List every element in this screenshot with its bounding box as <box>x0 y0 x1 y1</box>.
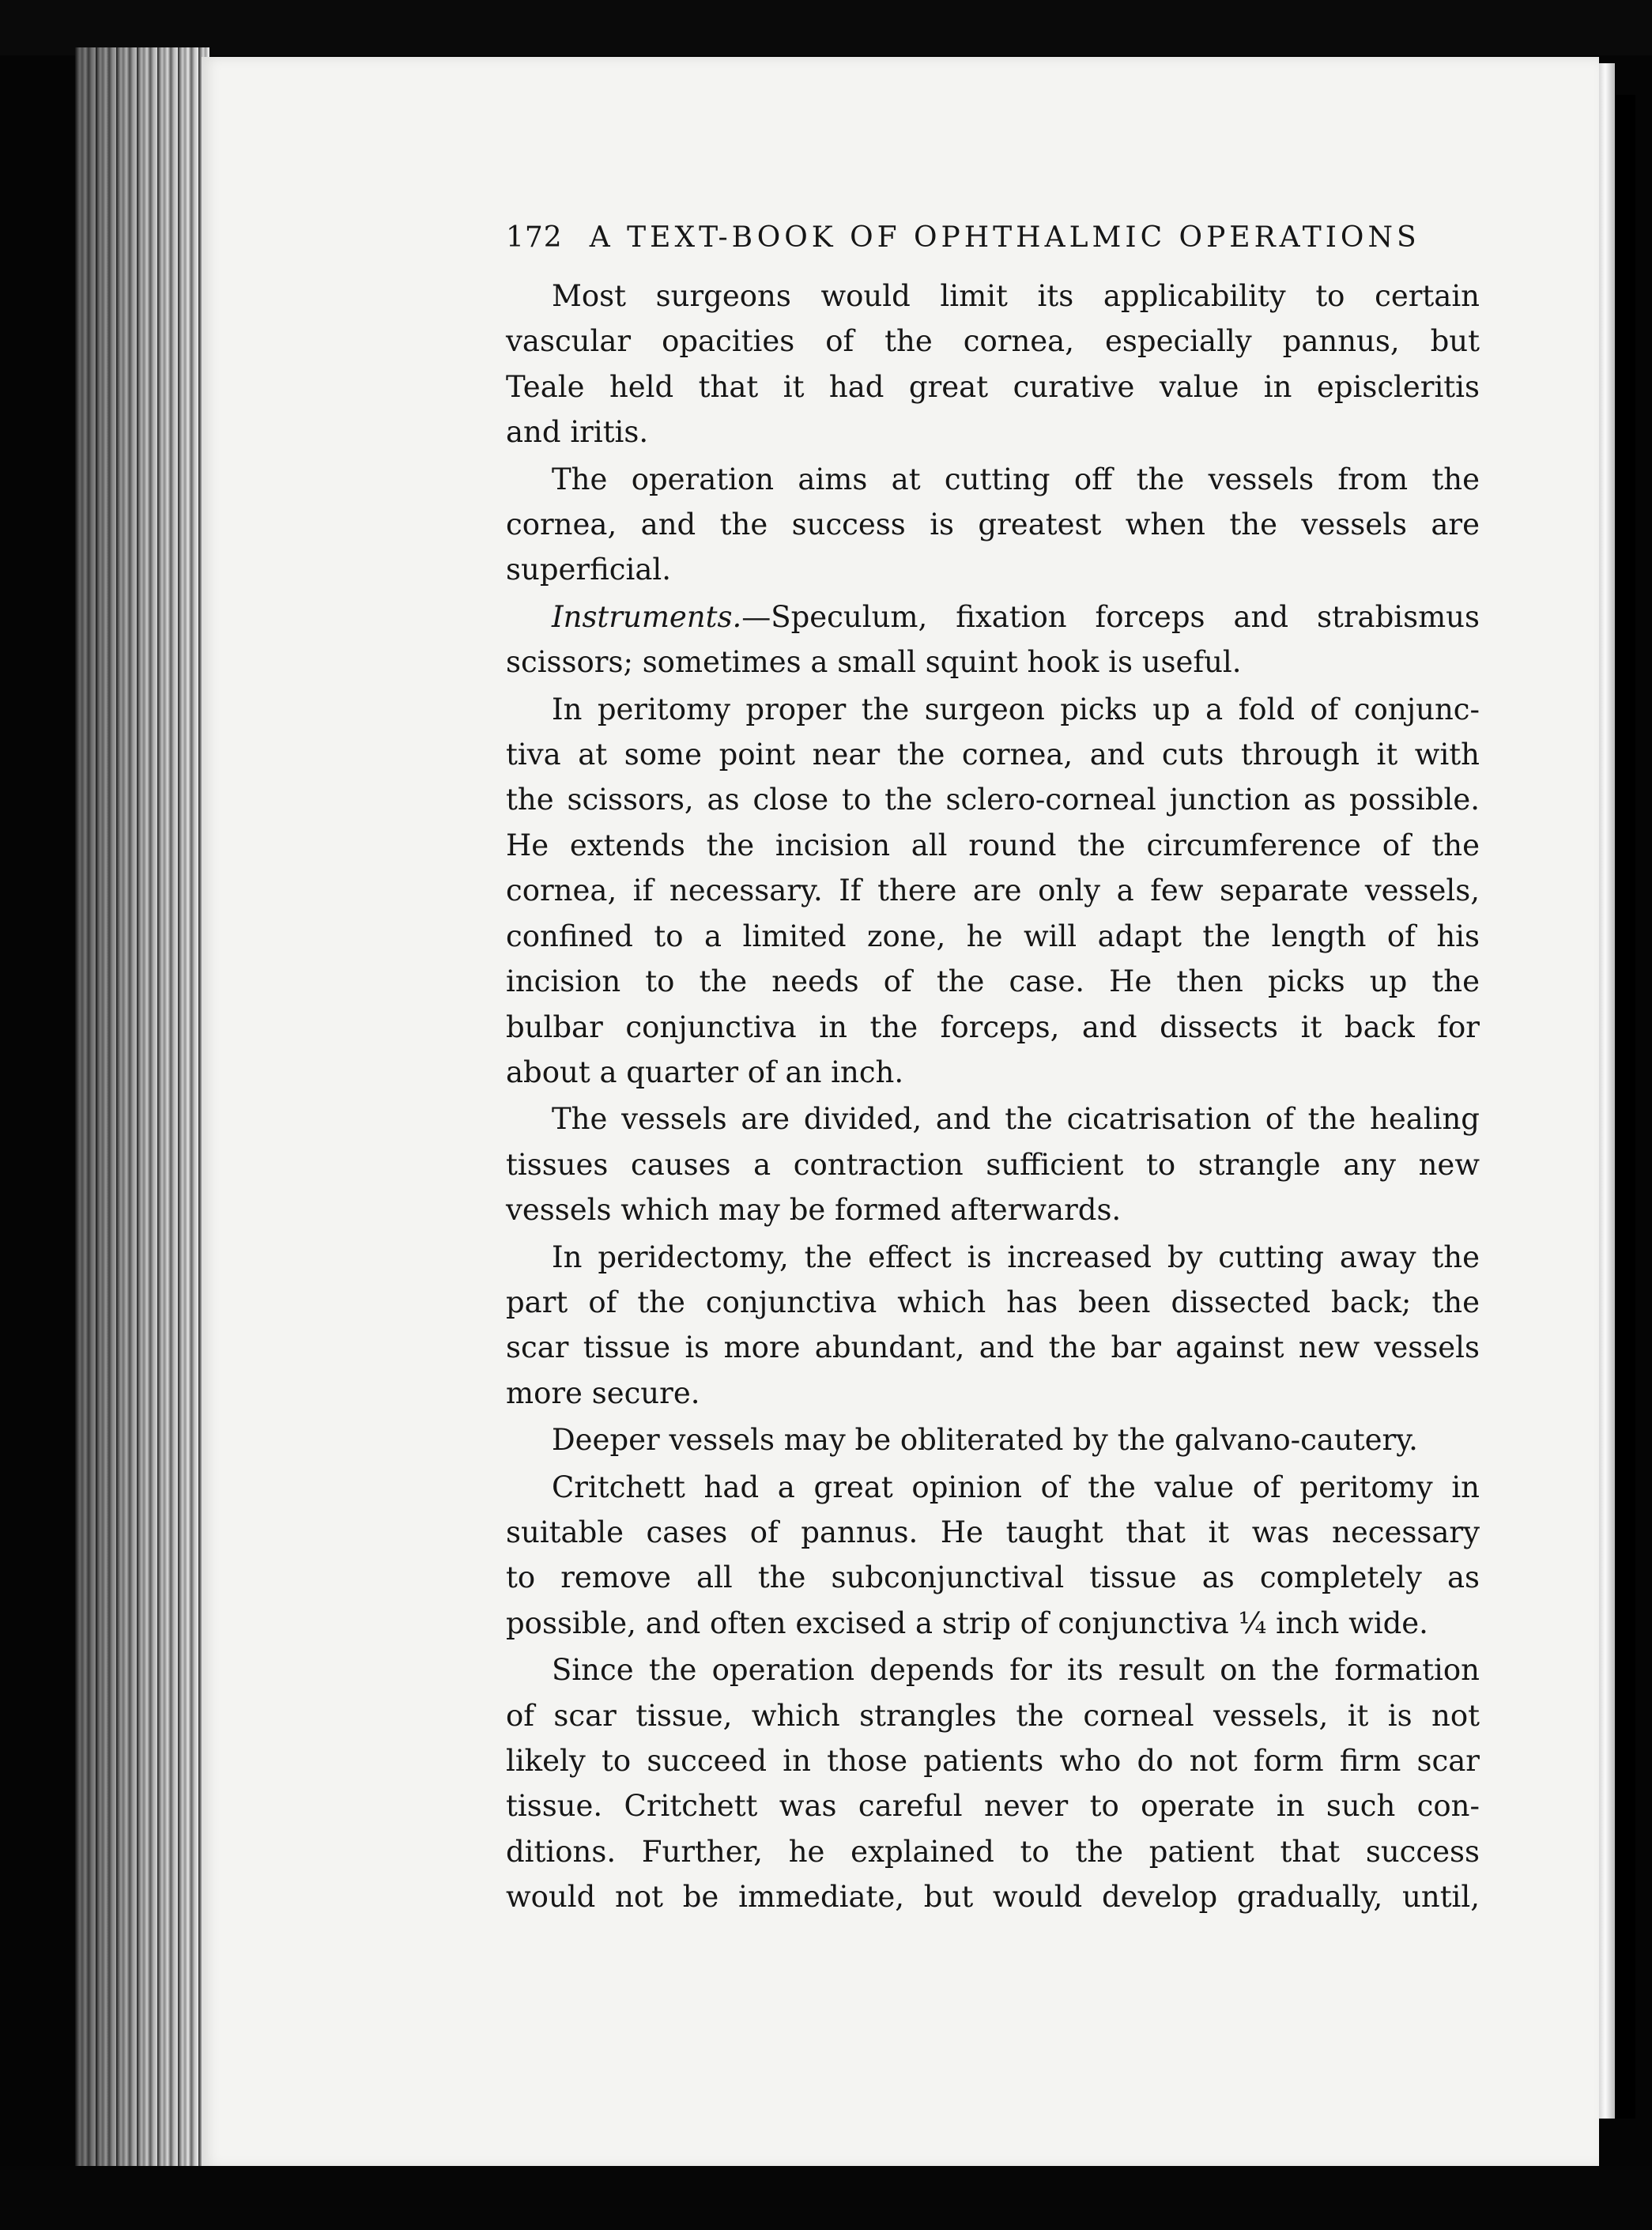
italic-lead: Instruments. <box>552 599 742 634</box>
scan-bottom-border <box>0 2166 1652 2230</box>
paragraph <box>506 457 1480 593</box>
text-line: Deeper vessels may be obliterated by the galvano-cautery. <box>552 1423 1418 1458</box>
text-line: The vessels are divided, and the cicatrisation of the healing <box>552 1102 1480 1137</box>
text-line: Instruments.—Speculum, fixation forceps and strabismus <box>552 599 1480 634</box>
text-line: suitable cases of pannus. He taught that it was necessary <box>506 1515 1480 1549</box>
scan-top-border <box>0 0 1652 55</box>
text-line: confined to a limited zone, he will adapt the length of his <box>506 919 1480 953</box>
paragraph <box>506 1417 1480 1462</box>
text-line: Since the operation depends for its result on the formation <box>552 1653 1480 1688</box>
text-line: tissue. Critchett was careful never to operate in such con- <box>506 1789 1480 1824</box>
page-text <box>506 221 1480 1922</box>
text-line: to remove all the subconjunctival tissue as completely as <box>506 1560 1480 1595</box>
running-title: A TEXT-BOOK OF OPHTHALMIC OPERATIONS <box>589 221 1420 254</box>
gutter-shadow <box>75 47 209 2182</box>
text-line: of scar tissue, which strangles the corneal vessels, it is not <box>506 1698 1480 1733</box>
text-line: Most surgeons would limit its applicability to certain <box>552 279 1480 313</box>
text-line: scar tissue is more abundant, and the bar against new vessels <box>506 1330 1480 1365</box>
paragraph <box>506 274 1480 455</box>
text-line: In peritomy proper the surgeon picks up a fold of conjunc- <box>552 692 1480 726</box>
text-line: and iritis. <box>506 415 649 450</box>
paragraph <box>506 687 1480 1096</box>
text-line: tiva at some point near the cornea, and cuts through it with <box>506 738 1480 772</box>
paragraph <box>506 1096 1480 1232</box>
text-line: the scissors, as close to the sclero-corneal junction as possible. <box>506 783 1480 817</box>
text-line: scissors; sometimes a small squint hook is useful. <box>506 645 1242 680</box>
text-line: likely to succeed in those patients who do not form firm scar <box>506 1744 1480 1778</box>
text-line: more secure. <box>506 1375 700 1410</box>
scan-right-border <box>1615 95 1635 2119</box>
paragraph <box>506 1465 1480 1647</box>
paragraph <box>506 1647 1480 1919</box>
text-line: incision to the needs of the case. He then picks up the <box>506 964 1480 999</box>
text-line: cornea, and the success is greatest when the vessels are <box>506 508 1480 542</box>
text-line: superficial. <box>506 553 671 587</box>
text-line: bulbar conjunctiva in the forceps, and dissects it back for <box>506 1009 1480 1044</box>
text-line: Critchett had a great opinion of the value of peritomy in <box>552 1470 1480 1504</box>
text-line: In peridectomy, the effect is increased by cutting away the <box>552 1240 1480 1274</box>
running-head <box>506 221 1480 266</box>
text-line: Teale held that it had great curative value in episcleritis <box>506 369 1480 404</box>
text-line: part of the conjunctiva which has been dissected back; the <box>506 1285 1480 1319</box>
paragraph <box>506 594 1480 685</box>
text-line: vascular opacities of the cornea, especially pannus, but <box>506 324 1480 359</box>
text-line: tissues causes a contraction sufficient to strangle any new <box>506 1147 1480 1182</box>
page-right-edge <box>1599 63 1615 2119</box>
page-number: 172 <box>506 221 563 254</box>
text-line: cornea, if necessary. If there are only a few separate vessels, <box>506 874 1480 908</box>
body-text <box>506 274 1480 1922</box>
text-line: He extends the incision all round the circumference of the <box>506 828 1480 862</box>
text-line: about a quarter of an inch. <box>506 1055 904 1089</box>
text-line: The operation aims at cutting off the vessels from the <box>552 462 1480 496</box>
text-line: vessels which may be formed afterwards. <box>506 1193 1122 1228</box>
text-line: possible, and often excised a strip of conjunctiva ¼ inch wide. <box>506 1606 1428 1640</box>
text-line: would not be immediate, but would develop gradually, until, <box>506 1880 1480 1915</box>
text-line: ditions. Further, he explained to the patient that success <box>506 1834 1480 1869</box>
paragraph <box>506 1235 1480 1417</box>
